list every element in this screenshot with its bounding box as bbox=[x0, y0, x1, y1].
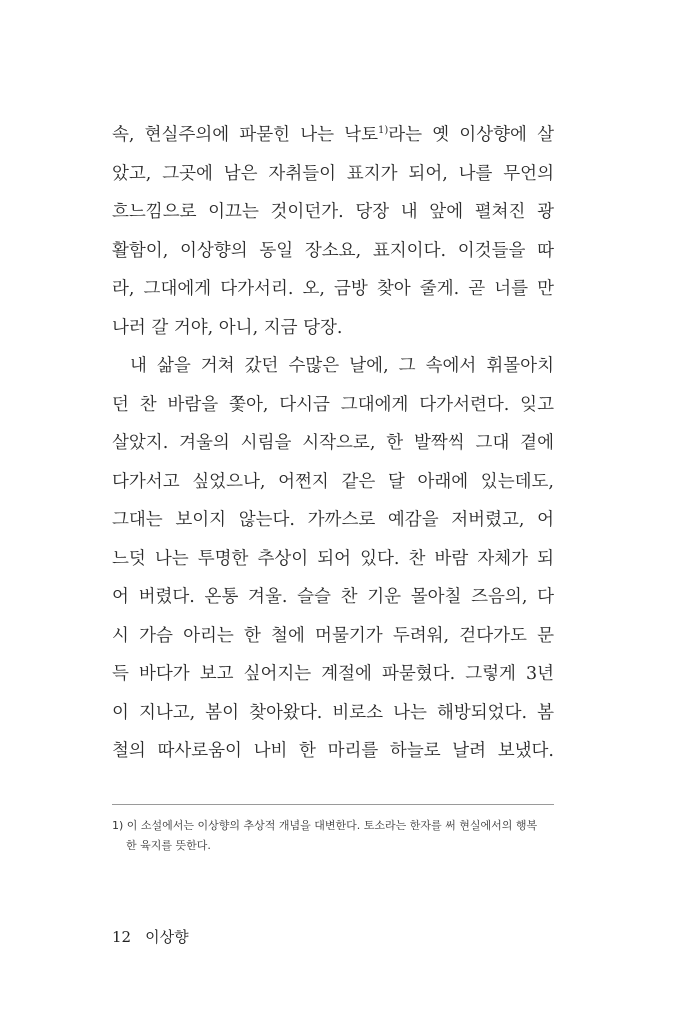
body-line-2: 았고, 그곳에 남은 자취들이 표지가 되어, 나를 무언의 bbox=[112, 163, 554, 184]
page-number: 12 bbox=[112, 928, 132, 946]
body-line-10: 다가서고 싶었으나, 어쩐지 같은 달 아래에 있는데도, bbox=[112, 471, 554, 492]
body-line-8: 던 찬 바람을 쫓아, 다시금 그대에게 다가서련다. 잊고 bbox=[112, 394, 554, 415]
footnote-divider bbox=[112, 804, 554, 805]
body-line-11: 그대는 보이지 않는다. 가까스로 예감을 저버렸고, 어 bbox=[112, 510, 554, 530]
body-line-7: 내 삶을 거쳐 갔던 수많은 날에, 그 속에서 휘몰아치 bbox=[130, 356, 554, 376]
body-line-16: 이 지나고, 봄이 찾아왔다. 비로소 나는 해방되었다. 봄 bbox=[112, 702, 554, 723]
body-line-1: 속, 현실주의에 파묻힌 나는 낙토$^{1)}$라는 옛 이상향에 살 bbox=[112, 125, 555, 145]
body-line-9: 살았지. 겨울의 시림을 시작으로, 한 발짝씩 그대 곁에 bbox=[112, 433, 554, 453]
body-line-15: 득 바다가 보고 싶어지는 계절에 파묻혔다. 그렇게 3년 bbox=[112, 664, 554, 684]
body-line-5: 라, 그대에게 다가서리. 오, 금방 찾아 줄게. 곧 너를 만 bbox=[112, 279, 554, 299]
running-title: 이상향 bbox=[145, 928, 189, 946]
footnote-marker: 1) bbox=[378, 125, 389, 136]
body-line-14: 시 가슴 아리는 한 철에 머물기가 두려워, 걷다가도 문 bbox=[112, 625, 554, 646]
body-line-6: 나러 갈 거야, 아니, 지금 당장. bbox=[112, 317, 343, 338]
footnote bbox=[112, 816, 558, 856]
footnote-line-2: 한 육지를 뜻한다. bbox=[126, 839, 211, 852]
body-line-17: 철의 따사로움이 나비 한 마리를 하늘로 날려 보냈다. bbox=[112, 741, 554, 761]
page-footer bbox=[112, 926, 189, 947]
body-line-3: 흐느낌으로 이끄는 것이던가. 당장 내 앞에 펼쳐진 광 bbox=[112, 202, 554, 222]
footnote-line-1: 1) 이 소설에서는 이상향의 추상적 개념을 대변한다. 토소라는 한자를 써 현실에서의 행복 bbox=[112, 819, 538, 832]
body-text bbox=[112, 116, 554, 771]
body-line-4: 활함이, 이상향의 동일 장소요, 표지이다. 이것들을 따 bbox=[112, 240, 554, 261]
body-line-12: 느덧 나는 투명한 추상이 되어 있다. 찬 바람 자체가 되 bbox=[112, 548, 554, 569]
body-line-13: 어 버렸다. 온통 겨울. 슬슬 찬 기운 몰아칠 즈음의, 다 bbox=[112, 587, 554, 607]
